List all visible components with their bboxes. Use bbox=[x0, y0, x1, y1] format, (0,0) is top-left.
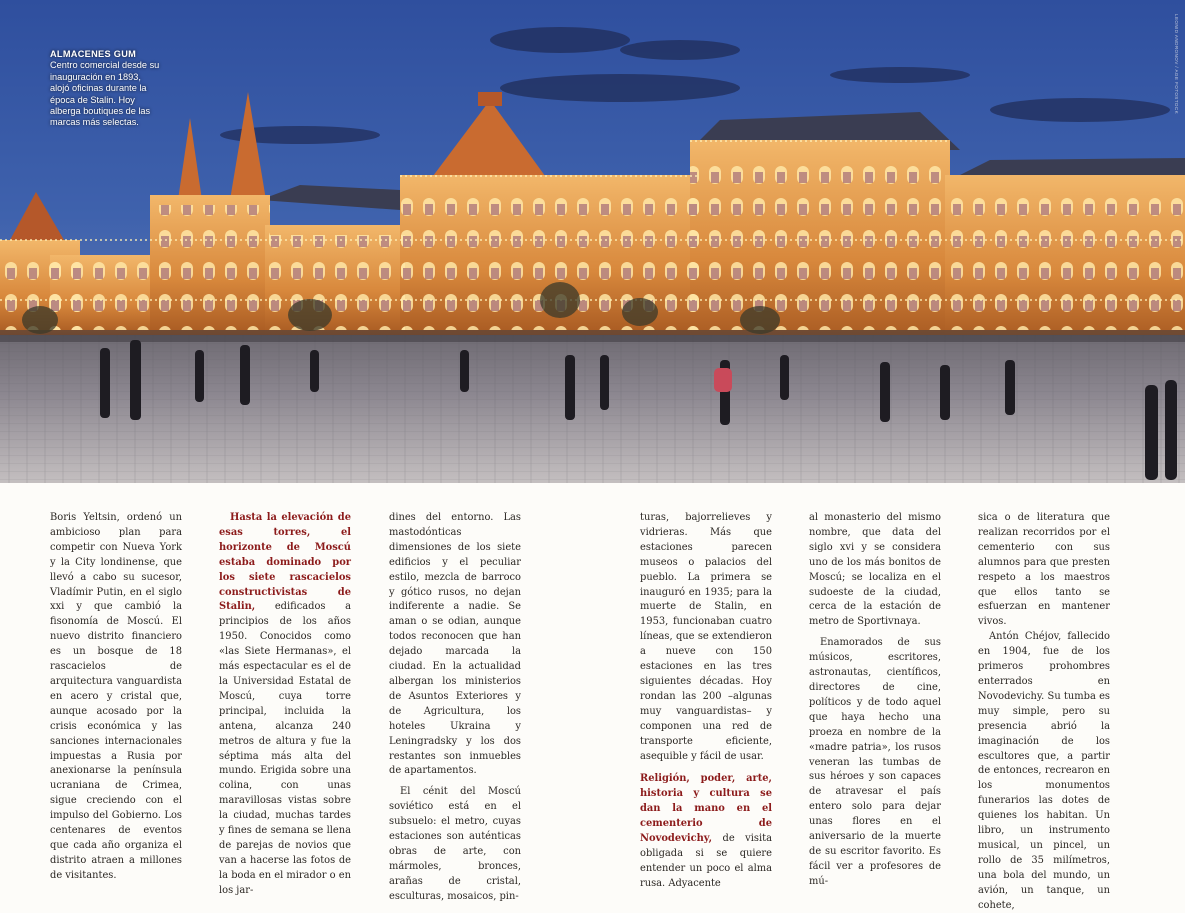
paragraph bbox=[978, 511, 1110, 630]
paragraph-text: turas, bajorrelieves y vidrieras. Más que estaciones parecen museos o palacios del pueblo. La primera se inauguró en 1935; para la muerte de Stalin, en 1953, funcionaban cuatro líneas, que se extendieron a nueve con 150 estaciones en las tres siguientes décadas. Hoy rondan las 200 –algunas muy vanguardistas– y componen una red de transporte eficiente, asequible y fácil de usar. bbox=[640, 512, 772, 762]
paragraph bbox=[978, 630, 1110, 913]
section-lead: Religión, poder, arte, historia y cultura se dan la mano en el cementerio de Novodevichy, bbox=[640, 773, 772, 845]
paragraph-text: Antón Chéjov, fallecido en 1904, fue de los primeros prohombres enterrados en Novodevichy. Su tumba es muy simple, pero su presencia abrió la imaginación de los escultores que, a partir de entonces, recrearon en los monumentos funerarios las dotes de quienes los habitan. Un libro, un instrumento musical, un pincel, un rollo de 35 milímetros, una bola del mundo, un avión, un tanque, un cohete, bbox=[978, 631, 1110, 911]
article-column-1 bbox=[50, 511, 182, 884]
paragraph-text: dines del entorno. Las mastodónticas dimensiones de los siete edificios y el peculiar estilo, mezcla de barroco y gótico rusos, no dejan indiferente a nadie. Se aman o se odian, aunque todos reconocen que han dejado marcada la ciudad. En la actualidad albergan los ministerios de Asuntos Exteriores y de Agricultura, los hoteles Ukraina y Leningradsky y los dos restantes son inmuebles de apartamentos. bbox=[389, 512, 521, 777]
paragraph bbox=[389, 511, 521, 779]
paragraph-text: edificados a principios de los años 1950. Conocidos como «las Siete Hermanas», el más espectacular es el de la Universidad Estatal de Moscú, cuya torre principal, incluida la antena, alcanza 240 metros de altura y fue la séptima más alta del mundo. Erigida sobre una colina, con unas maravillosas vistas sobre la ciudad, muchas tardes y fines de semana se llena de parejas de novios que van a hacerse las fotos de la boda en el mirador o en los jar- bbox=[219, 601, 351, 896]
article-column-2 bbox=[219, 511, 351, 899]
photo-credit: LEONID ANDRONOV / AGE FOTOSTOCK bbox=[1174, 14, 1179, 115]
section-lead: Hasta la elevación de esas torres, el horizonte de Moscú estaba dominado por los siete rascacielos constructivistas de Stalin, bbox=[219, 512, 351, 613]
article-column-6 bbox=[978, 511, 1110, 913]
paragraph bbox=[640, 772, 772, 891]
photo-caption bbox=[50, 49, 160, 129]
paragraph-text: al monasterio del mismo nombre, que data del siglo xvi y se considera uno de los más bonitos de Moscú; se localiza en el sudoeste de la ciudad, cerca de la estación de metro de Sportivnaya. bbox=[809, 512, 941, 628]
paragraph bbox=[50, 511, 182, 884]
caption-title: ALMACENES GUM bbox=[50, 49, 137, 59]
paragraph-text: Enamorados de sus músicos, escritores, astronautas, científicos, directores de cine, políticos y de todo aquel que haya hecho una proeza en nombre de la «madre patria», los rusos veneran las tumbas de sus héroes y son capaces de atravesar el país entero solo para dejar unas flores en el aniversario de la muerte de su escritor favorito. Es fácil ver a profesores de mú- bbox=[809, 637, 941, 887]
paragraph bbox=[389, 785, 521, 904]
caption-text: Centro comercial desde su inauguración en 1893, alojó oficinas durante la época de Stalin. Hoy alberga boutiques de las marcas más selectas. bbox=[50, 60, 160, 128]
paragraph-text: sica o de literatura que realizan recorridos por el cementerio con sus alumnos para que presten respeto a los maestros que ellos tanto se esfuerzan en mantener vivos. bbox=[978, 512, 1110, 628]
paragraph bbox=[640, 511, 772, 764]
paragraph-text: El cénit del Moscú soviético está en el subsuelo: el metro, cuyas estaciones son auténticas obras de arte, con mármoles, bronces, arañas de cristal, esculturas, mosaicos, pin- bbox=[389, 786, 521, 902]
paragraph-text: de visita obligada si se quiere entender un poco el alma rusa. Adyacente bbox=[640, 833, 772, 889]
article-column-5 bbox=[809, 511, 941, 890]
paragraph-text: Boris Yeltsin, ordenó un ambicioso plan para competir con Nueva York y la City londinense, que llevó a cabo su sucesor, Vladímir Putin, en el siglo xxi y que cambió la fisonomía de Moscú. El nuevo distrito financiero es un bosque de 18 rascacielos de arquitectura vanguardista en acero y cristal que, aunque acosado por la crisis económica y las sanciones internacionales impuestas a Rusia por anexionarse la península ucraniana de Crimea, sigue creciendo con el impulso del Gobierno. Los centenares de eventos que cada año organiza el distrito atraen a millones de visitantes. bbox=[50, 512, 182, 881]
article-column-3 bbox=[389, 511, 521, 905]
paragraph bbox=[809, 636, 941, 889]
article-column-4 bbox=[640, 511, 772, 892]
paragraph bbox=[219, 511, 351, 899]
paragraph bbox=[809, 511, 941, 630]
